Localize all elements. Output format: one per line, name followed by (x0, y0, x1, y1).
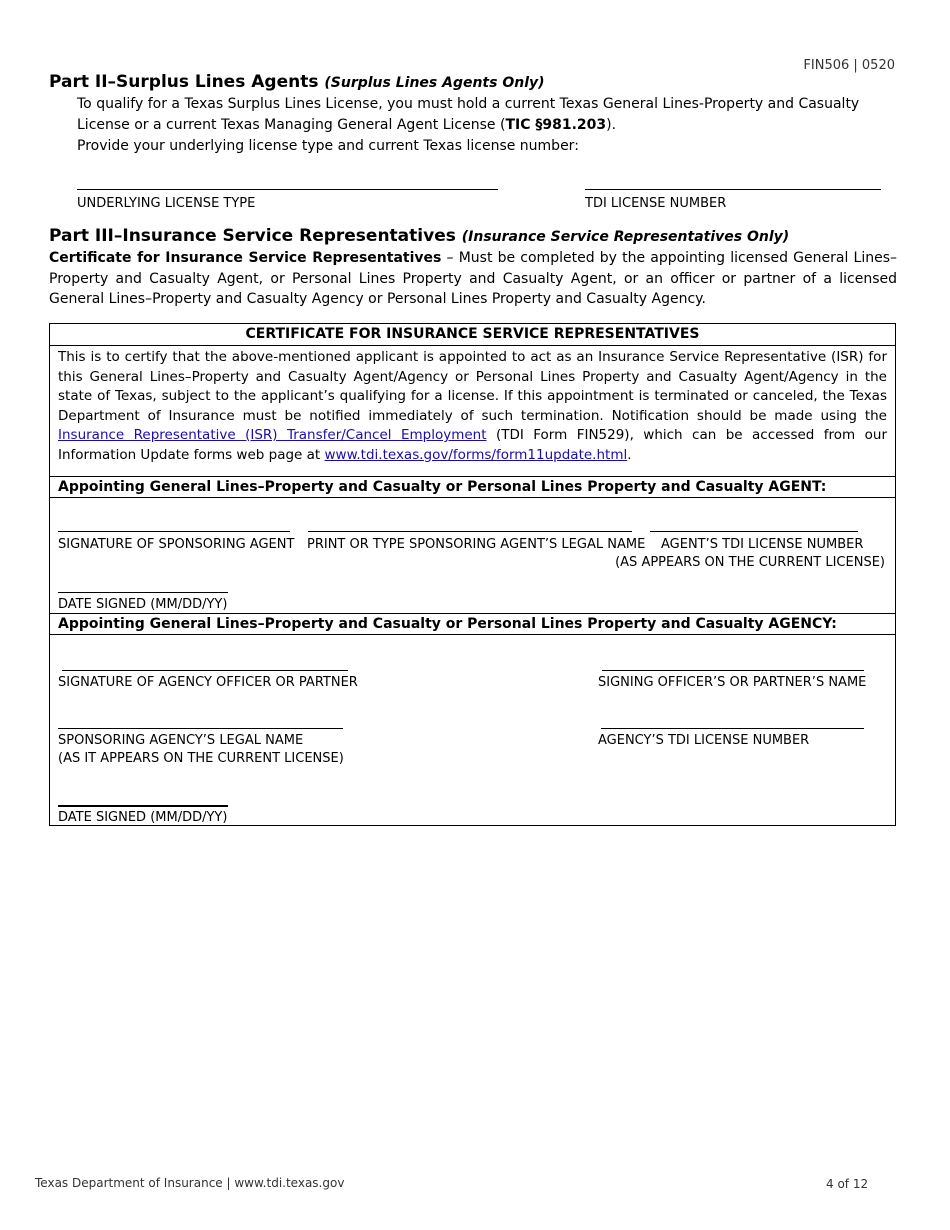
agency-legal-name-sublabel: (AS IT APPEARS ON THE CURRENT LICENSE) (58, 751, 344, 766)
agency-date-label: DATE SIGNED (MM/DD/YY) (58, 810, 228, 825)
part2-subtitle: (Surplus Lines Agents Only) (324, 75, 545, 91)
part2-text1-end: ). (606, 117, 617, 133)
agent-license-field[interactable] (650, 531, 858, 532)
tdi-license-number-field[interactable] (585, 189, 881, 190)
page-number: 4 of 12 (826, 1177, 869, 1191)
agent-date-field[interactable] (58, 592, 228, 593)
agency-license-label: AGENCY’S TDI LICENSE NUMBER (598, 733, 810, 748)
divider (50, 613, 895, 614)
form-update-link[interactable]: www.tdi.texas.gov/forms/form11update.html (324, 446, 628, 463)
agency-license-field[interactable] (601, 728, 864, 729)
signing-officer-name-field[interactable] (602, 670, 864, 671)
certificate-text2: (TDI Form FIN529), which can be accessed from our Information Update forms web page at (58, 427, 887, 463)
agency-officer-signature-label: SIGNATURE OF AGENCY OFFICER OR PARTNER (58, 675, 358, 690)
agent-name-field[interactable] (308, 531, 632, 532)
footer-text: Texas Department of Insurance | www.tdi.texas.gov (35, 1176, 345, 1190)
part3-lead: Certificate for Insurance Service Representatives (49, 250, 442, 266)
underlying-license-type-label: UNDERLYING LICENSE TYPE (77, 196, 256, 211)
part2-citation: TIC §981.203 (505, 117, 607, 133)
certificate-box (49, 323, 896, 826)
part2-text2: Provide your underlying license type and current Texas license number: (77, 138, 579, 154)
divider (50, 476, 895, 477)
divider (50, 345, 895, 346)
part3-title: Part III–Insurance Service Representatives (49, 226, 456, 246)
certificate-text3: . (627, 446, 632, 463)
part2-heading (49, 72, 545, 92)
part3-subtitle: (Insurance Service Representatives Only) (461, 229, 790, 245)
tdi-license-number-label: TDI LICENSE NUMBER (585, 196, 727, 211)
certificate-text (58, 348, 887, 465)
agency-legal-name-field[interactable] (58, 728, 343, 729)
agent-signature-label: SIGNATURE OF SPONSORING AGENT (58, 537, 295, 552)
form-number: FIN506 | 0520 (803, 58, 895, 73)
certificate-text1: This is to certify that the above-mentioned applicant is appointed to act as an Insurance Service Representative (ISR) for this General Lines–Property and Casualty Agent/Agency or Personal Lines Property and Casualty Agent/Agency in the state of Texas, subject to the applicant’s qualifying for a license. If this appointment is terminated or canceled, the Texas Department of Insurance must be notified immediately of such termination. Notification should be made using the (58, 349, 887, 424)
part3-text: – Must be completed by the appointing licensed General Lines–Property and Casualty Agent, or Personal Lines Property and Casualty Agent, or an officer or partner of a licensed General Lines–Property and Casualty Agency or Personal Lines Property and Casualty Agency. (49, 250, 897, 307)
part2-instructions (77, 94, 897, 157)
part3-heading (49, 226, 789, 246)
agent-license-label: AGENT’S TDI LICENSE NUMBER (661, 537, 864, 552)
agent-section-title: Appointing General Lines–Property and Casualty or Personal Lines Property and Casualty AGENT: (58, 479, 827, 495)
agent-license-sublabel: (AS APPEARS ON THE CURRENT LICENSE) (615, 555, 885, 570)
agent-date-label: DATE SIGNED (MM/DD/YY) (58, 597, 228, 612)
part2-title: Part II–Surplus Lines Agents (49, 72, 319, 92)
agency-legal-name-label: SPONSORING AGENCY’S LEGAL NAME (58, 733, 304, 748)
agent-signature-field[interactable] (58, 531, 290, 532)
part2-text1: To qualify for a Texas Surplus Lines License, you must hold a current Texas General Lines-Property and Casualty License or a current Texas Managing General Agent License ( (77, 96, 860, 133)
isr-transfer-cancel-link[interactable]: Insurance Representative (ISR) Transfer/Cancel Employment (58, 427, 487, 443)
agency-section-title: Appointing General Lines–Property and Casualty or Personal Lines Property and Casualty AGENCY: (58, 616, 837, 632)
agent-name-label: PRINT OR TYPE SPONSORING AGENT’S LEGAL NAME (307, 537, 646, 552)
part3-instructions (49, 248, 897, 310)
agency-date-field[interactable] (58, 805, 228, 807)
certificate-title: CERTIFICATE FOR INSURANCE SERVICE REPRESENTATIVES (245, 326, 700, 342)
signing-officer-name-label: SIGNING OFFICER’S OR PARTNER’S NAME (598, 675, 867, 690)
divider (50, 497, 895, 498)
divider (50, 634, 895, 635)
underlying-license-type-field[interactable] (77, 189, 498, 190)
agency-officer-signature-field[interactable] (62, 670, 348, 671)
